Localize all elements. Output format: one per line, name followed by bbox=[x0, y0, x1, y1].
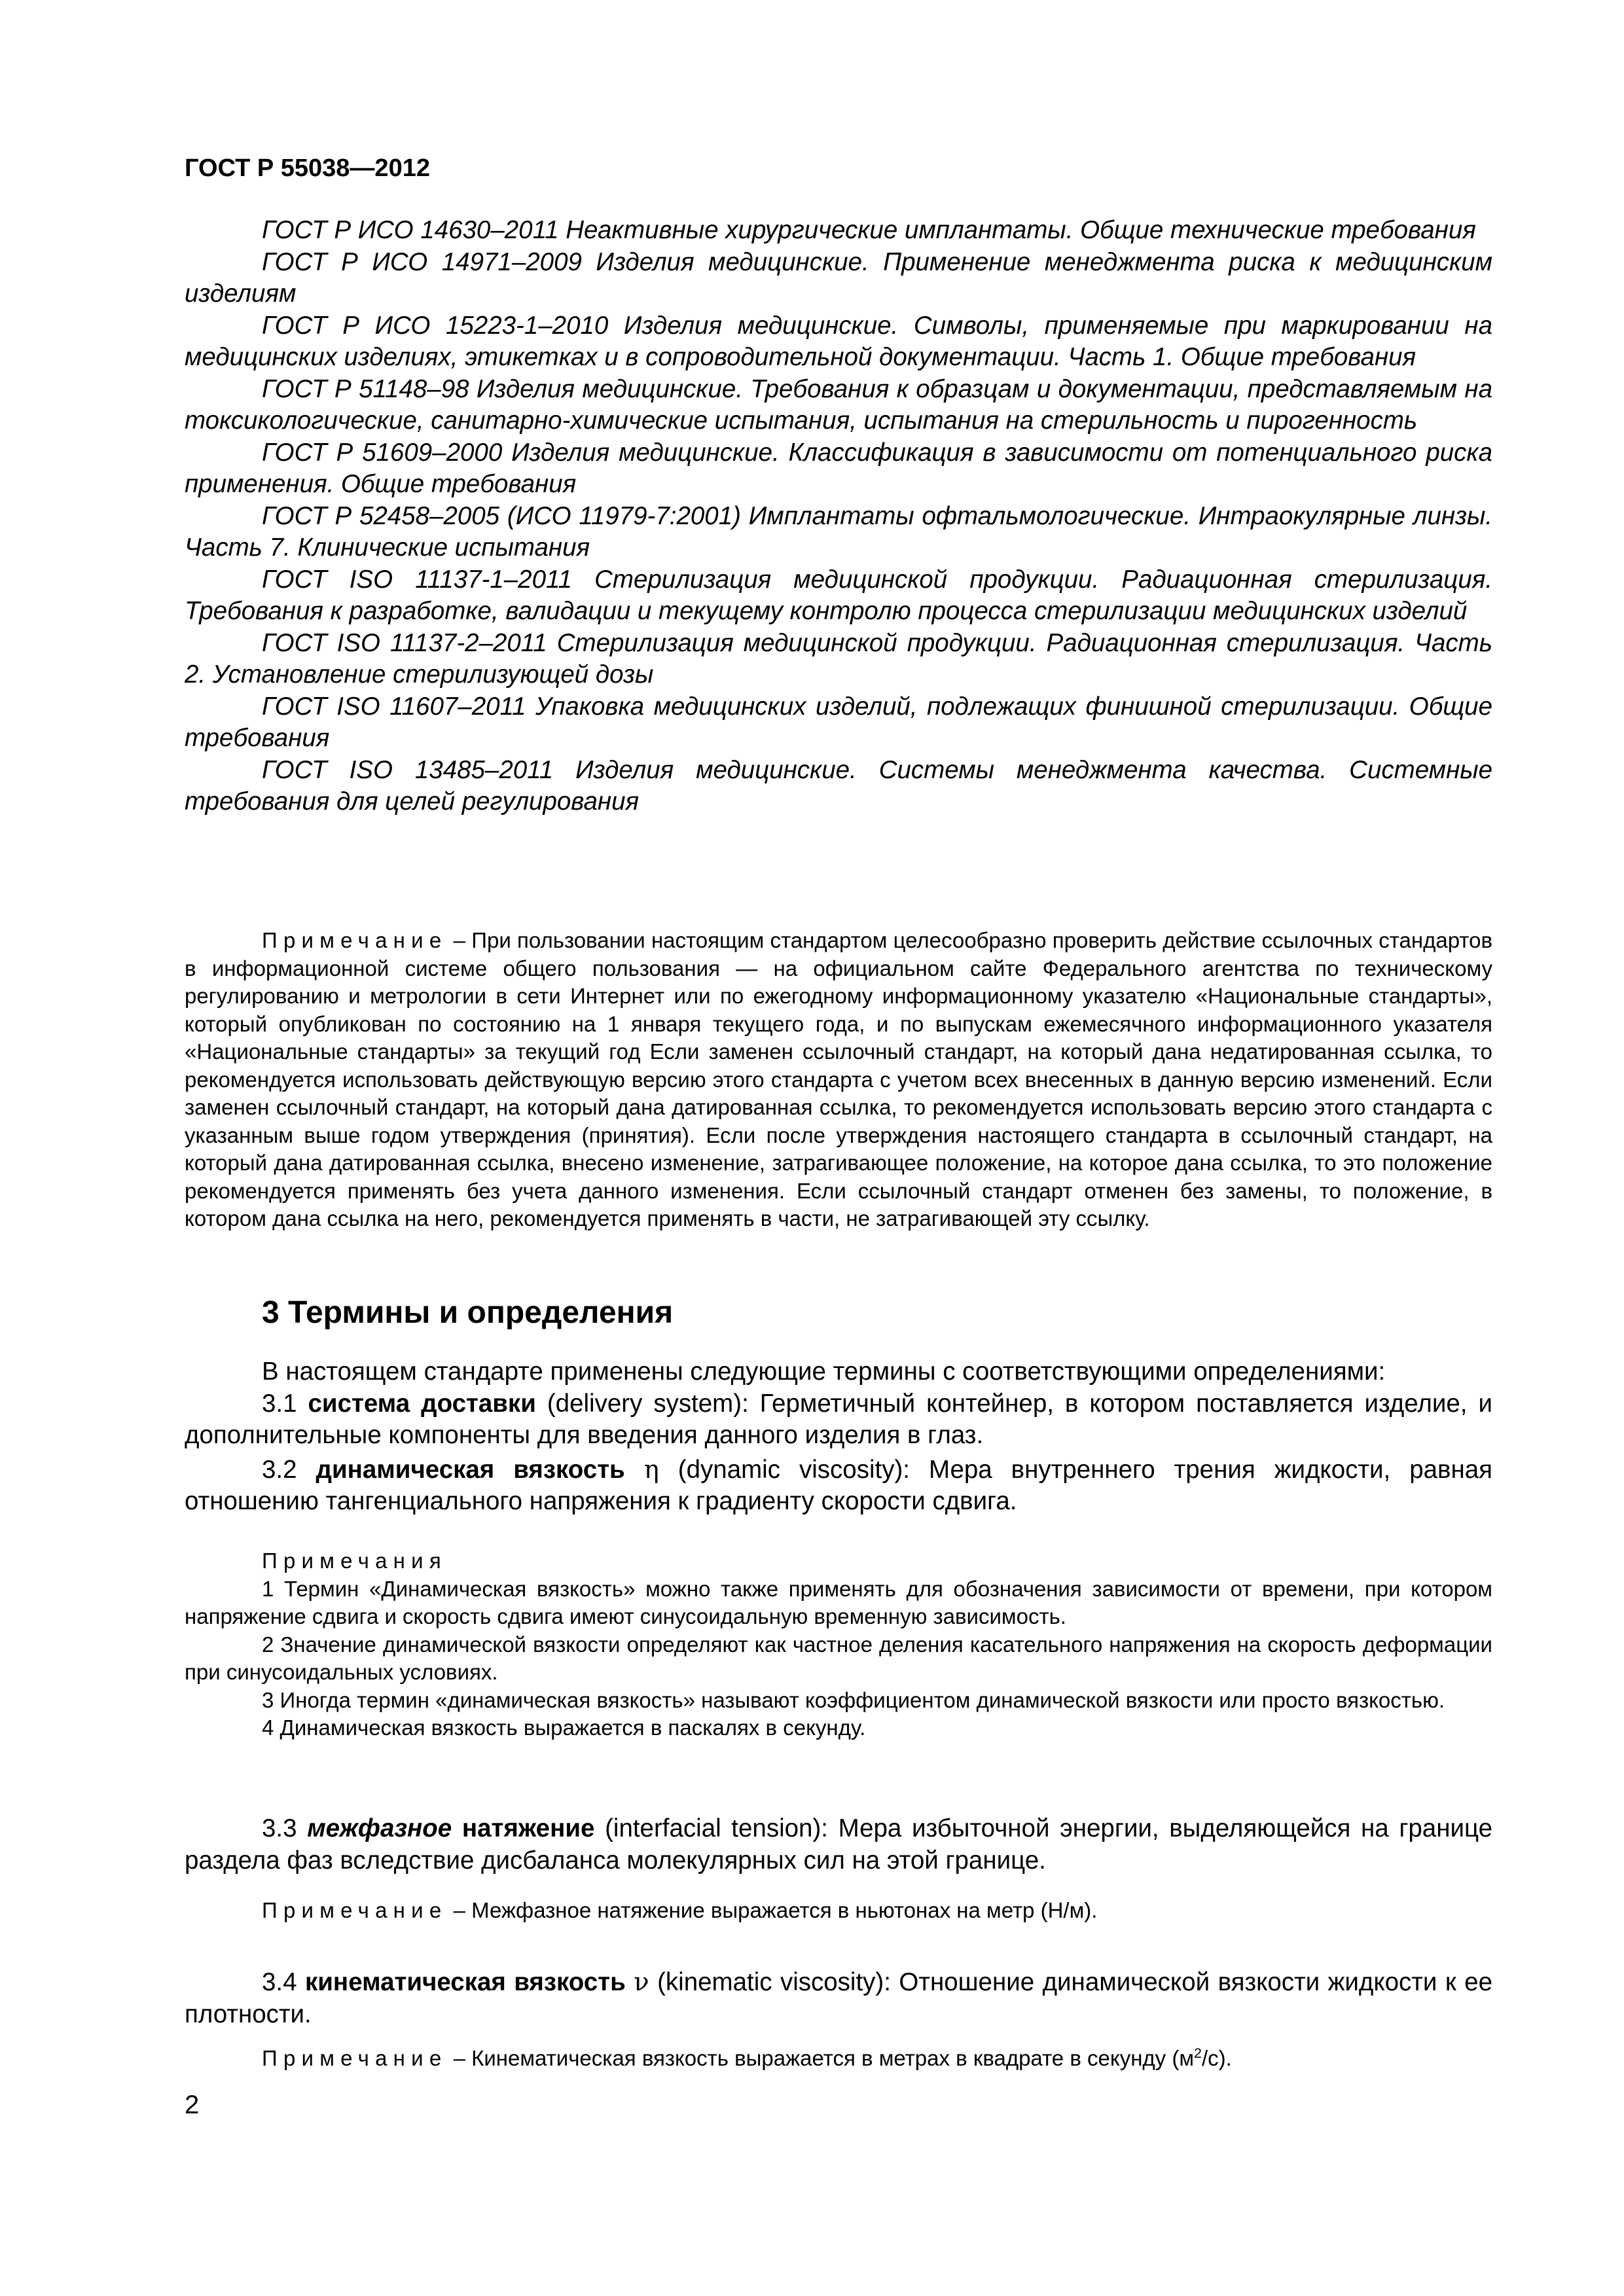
reference-item: ГОСТ Р ИСО 14630–2011 Неактивные хирургические имплантаты. Общие технические требования bbox=[262, 216, 1476, 244]
term-symbol: ν bbox=[634, 1967, 649, 1997]
note-label: Примечание bbox=[262, 1898, 448, 1922]
reference-item: ГОСТ ISO 13485–2011 Изделия медицинские. Системы менеджмента качества. Системные требования для целей регулирования bbox=[185, 755, 1492, 816]
page-number: 2 bbox=[185, 2090, 200, 2119]
term-3-1: 3.1 система доставки (delivery system): Герметичный контейнер, в котором поставляется изделие, и дополнительные компоненты для введения данного изделия в глаз. bbox=[185, 1389, 1492, 1449]
term-3-2-notes bbox=[185, 1547, 1492, 1742]
reference-item: ГОСТ ISO 11607–2011 Упаковка медицинских изделий, подлежащих финишной стерилизации. Общие требования bbox=[185, 692, 1492, 752]
reference-item: ГОСТ Р ИСО 14971–2009 Изделия медицинские. Применение менеджмента риска к медицинским изделиям bbox=[185, 247, 1492, 308]
term-name: кинематическая вязкость bbox=[305, 1968, 626, 1996]
term-symbol: η bbox=[643, 1454, 659, 1484]
note-item: 2 Значение динамической вязкости определяют как частное деления касательного напряжения на скорость деформации при синусоидальных условиях. bbox=[185, 1632, 1492, 1684]
term-name: динамическая вязкость bbox=[316, 1455, 625, 1484]
term-3-4: 3.4 кинематическая вязкость ν (kinematic viscosity): Отношение динамической вязкости жидкости к ее плотности. bbox=[185, 1967, 1493, 2028]
reference-item: ГОСТ Р 52458–2005 (ИСО 11979-7:2001) Имплантаты офтальмологические. Интраокулярные линзы. Часть 7. Клинические испытания bbox=[185, 501, 1492, 562]
references-note: Примечание – При пользовании настоящим стандартом целесообразно проверить действие ссылочных стандартов в информационной системе общего пользования — на официальном сайте Федерального агентства по техническому регулированию и метрологии в сети Интернет или по ежегодному информационному указателю «Национальные стандарты», который опубликован по состоянию на 1 января текущего года, и по выпускам ежемесячного информационного указателя «Национальные стандарты» за текущий год Если заменен ссылочный стандарт, на который дана недатированная ссылка, то рекомендуется использовать действующую версию этого стандарта с учетом всех внесенных в данную версию изменений. Если заменен ссылочный стандарт, на который дана датированная ссылка, то рекомендуется использовать версию этого стандарта с указанным выше годом утверждения (принятия). Если после утверждения настоящего стандарта в ссылочный стандарт, на который дана датированная ссылка, внесено изменение, затрагивающее положение, на которое дана ссылка, то это положение рекомендуется применять без учета данного изменения. Если ссылочный стандарт отменен без замены, то положение, в котором дана ссылка на него, рекомендуется применять в части, не затрагивающей эту ссылку. bbox=[185, 928, 1492, 1230]
term-3-3-note: Примечание – Межфазное натяжение выражается в ньютонах на метр (Н/м). bbox=[262, 1898, 1098, 1922]
term-name-italic: межфазное bbox=[307, 1814, 452, 1842]
normative-references-list bbox=[185, 215, 1492, 818]
section-title: 3 Термины и определения bbox=[262, 1295, 674, 1330]
note-label: Примечание bbox=[262, 928, 448, 952]
section-body bbox=[185, 1356, 1492, 1518]
notes-label: Примечания bbox=[262, 1549, 447, 1573]
note-item: 1 Термин «Динамическая вязкость» можно также применять для обозначения зависимости от времени, при котором напряжение сдвига и скорость сдвига имеют синусоидальную временную зависимость. bbox=[185, 1576, 1492, 1628]
note-text: Кинематическая вязкость выражается в метрах в квадрате в секунду (м bbox=[471, 2046, 1195, 2070]
reference-item: ГОСТ ISO 11137-2–2011 Стерилизация медицинской продукции. Радиационная стерилизация. Часть 2. Установление стерилизующей дозы bbox=[185, 628, 1492, 689]
reference-item: ГОСТ Р 51148–98 Изделия медицинские. Требования к образцам и документации, представляемым на токсикологические, санитарно-химические испытания, испытания на стерильность и пирогенность bbox=[185, 374, 1492, 435]
reference-item: ГОСТ Р ИСО 15223-1–2010 Изделия медицинские. Символы, применяемые при маркировании на медицинских изделиях, этикетках и в сопроводительной документации. Часть 1. Общие требования bbox=[185, 311, 1492, 371]
note-text: При пользовании настоящим стандартом целесообразно проверить действие ссылочных стандартов в информационной системе общего пользования — на официальном сайте Федерального агентства по техническому регулированию и метрологии в сети Интернет или по ежегодному информационному указателю «Национальные стандарты», который опубликован по состоянию на 1 января текущего года, и по выпускам ежемесячного информационного указателя «Национальные стандарты» за текущий год Если заменен ссылочный стандарт, на который дана недатированная ссылка, то рекомендуется использовать действующую версию этого стандарта с учетом всех внесенных в данную версию изменений. Если заменен ссылочный стандарт, на который дана датированная ссылка, то рекомендуется использовать версию этого стандарта с указанным выше годом утверждения (принятия). Если после утверждения настоящего стандарта в ссылочный стандарт, на который дана датированная ссылка, внесено изменение, затрагивающее положение, на которое дана ссылка, то это положение рекомендуется применять без учета данного изменения. Если ссылочный стандарт отменен без замены, то положение, в котором дана ссылка на него, рекомендуется применять в части, не затрагивающей эту ссылку. bbox=[185, 928, 1492, 1230]
page-header-standard-id: ГОСТ Р 55038—2012 bbox=[185, 154, 430, 182]
superscript: 2 bbox=[1194, 2045, 1202, 2062]
term-name: натяжение bbox=[461, 1814, 595, 1842]
term-3-2: 3.2 динамическая вязкость η (dynamic viscosity): Мера внутреннего трения жидкости, равная отношению тангенциального напряжения к градиенту скорости сдвига. bbox=[185, 1454, 1492, 1515]
note-label: Примечание bbox=[262, 2046, 448, 2070]
note-item: 4 Динамическая вязкость выражается в паскалях в секунду. bbox=[262, 1715, 866, 1740]
reference-item: ГОСТ Р 51609–2000 Изделия медицинские. Классификация в зависимости от потенциального риска применения. Общие требования bbox=[185, 438, 1492, 498]
term-3-3: 3.3 межфазное натяжение (interfacial tension): Мера избыточной энергии, выделяющейся на границе раздела фаз вследствие дисбаланса молекулярных сил на этой границе. bbox=[185, 1814, 1493, 1874]
note-item: 3 Иногда термин «динамическая вязкость» называют коэффициентом динамической вязкости или просто вязкостью. bbox=[262, 1687, 1445, 1712]
section-intro: В настоящем стандарте применены следующие термины с соответствующими определениями: bbox=[262, 1357, 1386, 1386]
term-3-4-note: Примечание – Кинематическая вязкость выражается в метрах в квадрате в секунду $(м^2/с)$. bbox=[262, 2045, 1232, 2070]
reference-item: ГОСТ ISO 11137-1–2011 Стерилизация медицинской продукции. Радиационная стерилизация. Требования к разработке, валидации и текущему контролю процесса стерилизации медицинских изделий bbox=[185, 565, 1492, 625]
term-name: система доставки bbox=[308, 1389, 536, 1418]
note-text: Межфазное натяжение выражается в ньютонах на метр (Н/м). bbox=[471, 1898, 1098, 1922]
